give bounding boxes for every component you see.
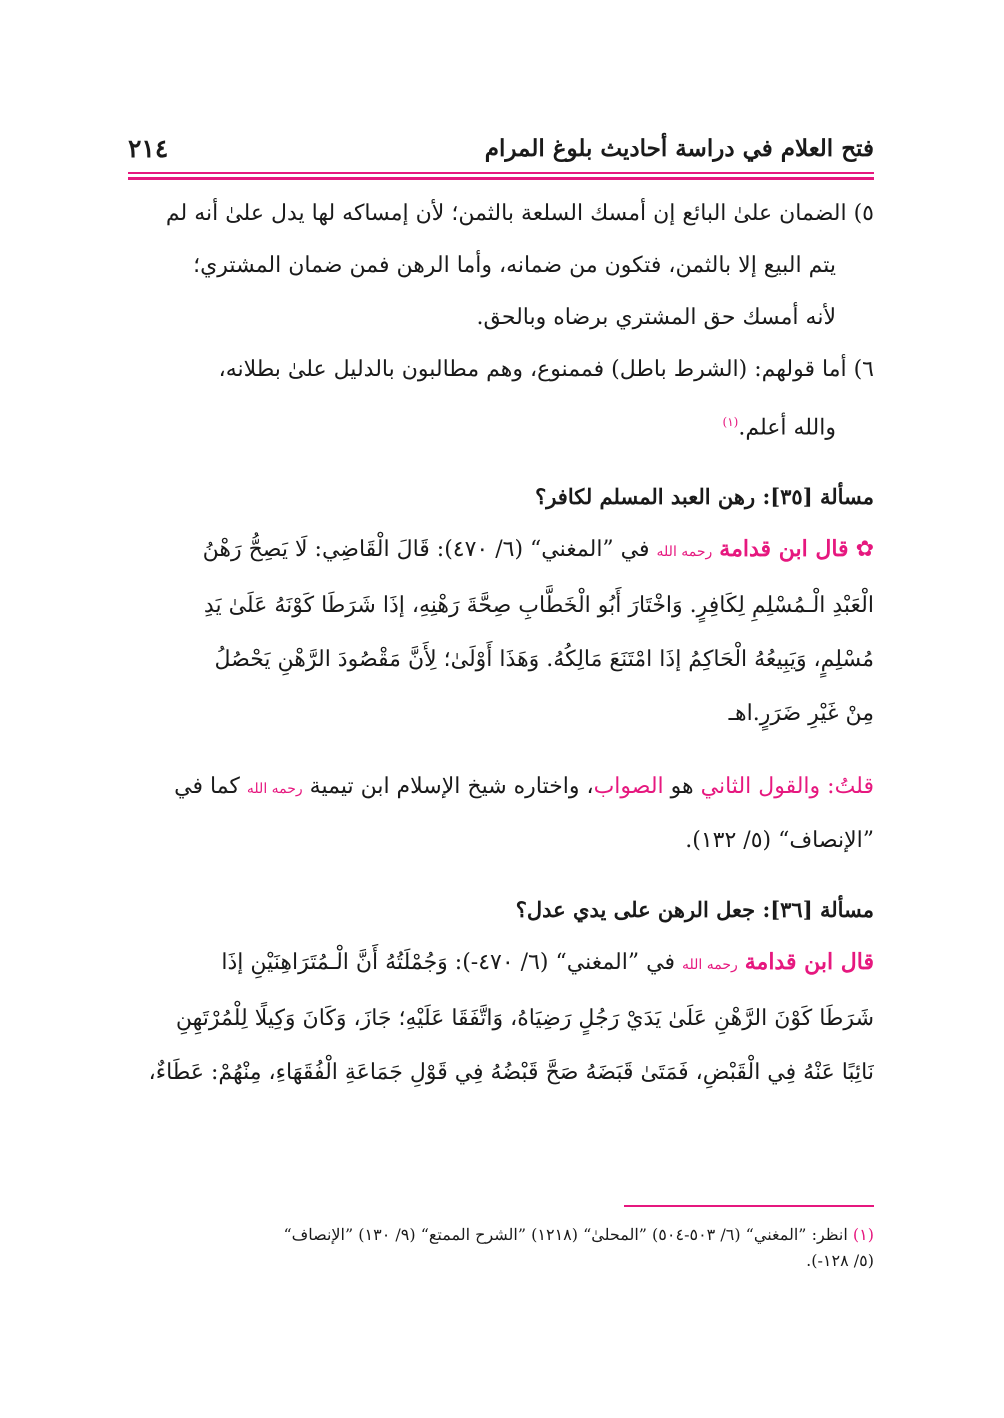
footnote-number: (١) [852, 1225, 874, 1244]
flower-icon: ✿ [855, 537, 874, 563]
item-5-line-2: يتم البيع إلا بالثمن، فتكون من ضمانه، وأما الرهن فمن ضمان المشتري؛ [193, 253, 836, 278]
footnote-1 [128, 1222, 874, 1248]
footnotes [128, 1222, 874, 1274]
q35-quote-text-1: في ”المغني“ (٦/ ٤٧٠): قَالَ الْقَاضِي: لَا يَصِحُّ رَهْنُ [202, 537, 650, 563]
item-6-line-2 [128, 396, 874, 454]
q36-quote-line-3: نَائِبًا عَنْهُ فِي الْقَبْضِ، فَمَتَىٰ قَبَضَهُ صَحَّ قَبْضُهُ فِي قَوْلِ جَمَاعَةِ الْفُقَهَاءِ، مِنْهُمْ: عَطَاءٌ، [148, 1060, 874, 1086]
item-6-text: والله أعلم. [738, 415, 836, 441]
q35-speaker: قال ابن قدامة [719, 536, 849, 563]
q35-quote-line-2: الْعَبْدِ الْـمُسْلِمِ لِكَافِرٍ. وَاخْتَارَ أَبُو الْخَطَّابِ صِحَّةَ رَهْنِهِ، إذَا شَرَطَا كَوْنَهُ عَلَىٰ يَدِ [203, 593, 874, 619]
question-35-label: مسألة [٣٥]: [762, 484, 874, 510]
question-35-title: رهن العبد المسلم لكافر؟ [535, 484, 756, 510]
q36-speaker: قال ابن قدامة [744, 949, 874, 976]
item-5-line-3: لأنه أمسك حق المشتري برضاه وبالحق. [476, 305, 836, 330]
question-35-heading [128, 472, 874, 522]
note-rest: ، واختاره شيخ الإسلام ابن تيمية [309, 774, 594, 800]
header-rule-thick [128, 177, 874, 180]
spacer [128, 741, 874, 761]
footnote-1-line-1: انظر: ”المغني“ (٦/ ٥٠٣-٥٠٤) ”المحلىٰ“ (١٢١٨) ”الشرح الممتع“ (٩/ ١٣٠) ”الإنصاف“ [283, 1225, 848, 1244]
item-6-line-1: ٦) أما قولهم: (الشرط باطل) فممنوع، وهم مطالبون بالدليل علىٰ بطلانه، [218, 357, 874, 382]
q35-note-line-1 [128, 761, 874, 815]
q35-quote-line-1 [128, 522, 874, 579]
q36-quote-line-2: شَرَطَا كَوْنَ الرَّهْنِ عَلَىٰ يَدَيْ رَجُلٍ رَضِيَاهُ، وَاتَّفَقَا عَلَيْهِ؛ جَازَ، وَكَانَ وَكِيلًا لِلْمُرْتَهِنِ [175, 1006, 874, 1032]
q35-note-line-2: ”الإنصاف“ (٥/ ١٣٢). [685, 828, 874, 854]
note-honorific: رحمه الله [246, 781, 303, 798]
note-sawab: الصواب [593, 774, 664, 800]
q36-quote-text-1: في ”المغني“ (٦/ ٤٧٠-): وَجُمْلَتُهُ أَنَّ الْـمُتَرَاهِنَيْنِ إذَا [221, 950, 675, 976]
q35-honorific: رحمه الله [656, 544, 713, 561]
header-rule-thin [128, 172, 874, 174]
footnote-1-line-2: (٥/ ١٢٨-). [806, 1251, 874, 1270]
q36-honorific: رحمه الله [681, 957, 738, 974]
q35-quote-line-3: مُسْلِمٍ، وَيَبِيعُهُ الْحَاكِمُ إذَا امْتَنَعَ مَالِكُهُ. وَهَذَا أَوْلَىٰ؛ لِأَنَّ مَقْصُودَ الرَّهْنِ يَحْصُلُ [214, 647, 874, 673]
page-header [128, 128, 874, 168]
second-opinion: والقول الثاني [700, 774, 821, 800]
q36-quote-line-1 [128, 935, 874, 992]
question-36-label: مسألة [٣٦]: [762, 897, 874, 923]
note-kama-fi: كما في [174, 774, 240, 800]
running-title: فتح العلام في دراسة أحاديث بلوغ المرام [484, 134, 874, 162]
footnote-rule [624, 1205, 874, 1207]
q35-quote-line-4: مِنْ غَيْرِ ضَرَرٍ.اهـ [728, 701, 874, 727]
page-body [128, 188, 874, 1100]
page-number: ٢١٤ [128, 133, 169, 163]
question-36-title: جعل الرهن على يدي عدل؟ [515, 897, 756, 923]
footnote-ref-1[interactable]: (١) [722, 415, 739, 429]
qultu-label: قلتُ: [827, 774, 874, 800]
item-5-line-1: ٥) الضمان علىٰ البائع إن أمسك السلعة بالثمن؛ لأن إمساكه لها يدل علىٰ أنه لم [165, 201, 874, 226]
question-36-heading [128, 885, 874, 935]
note-huwa: هو [670, 774, 694, 800]
